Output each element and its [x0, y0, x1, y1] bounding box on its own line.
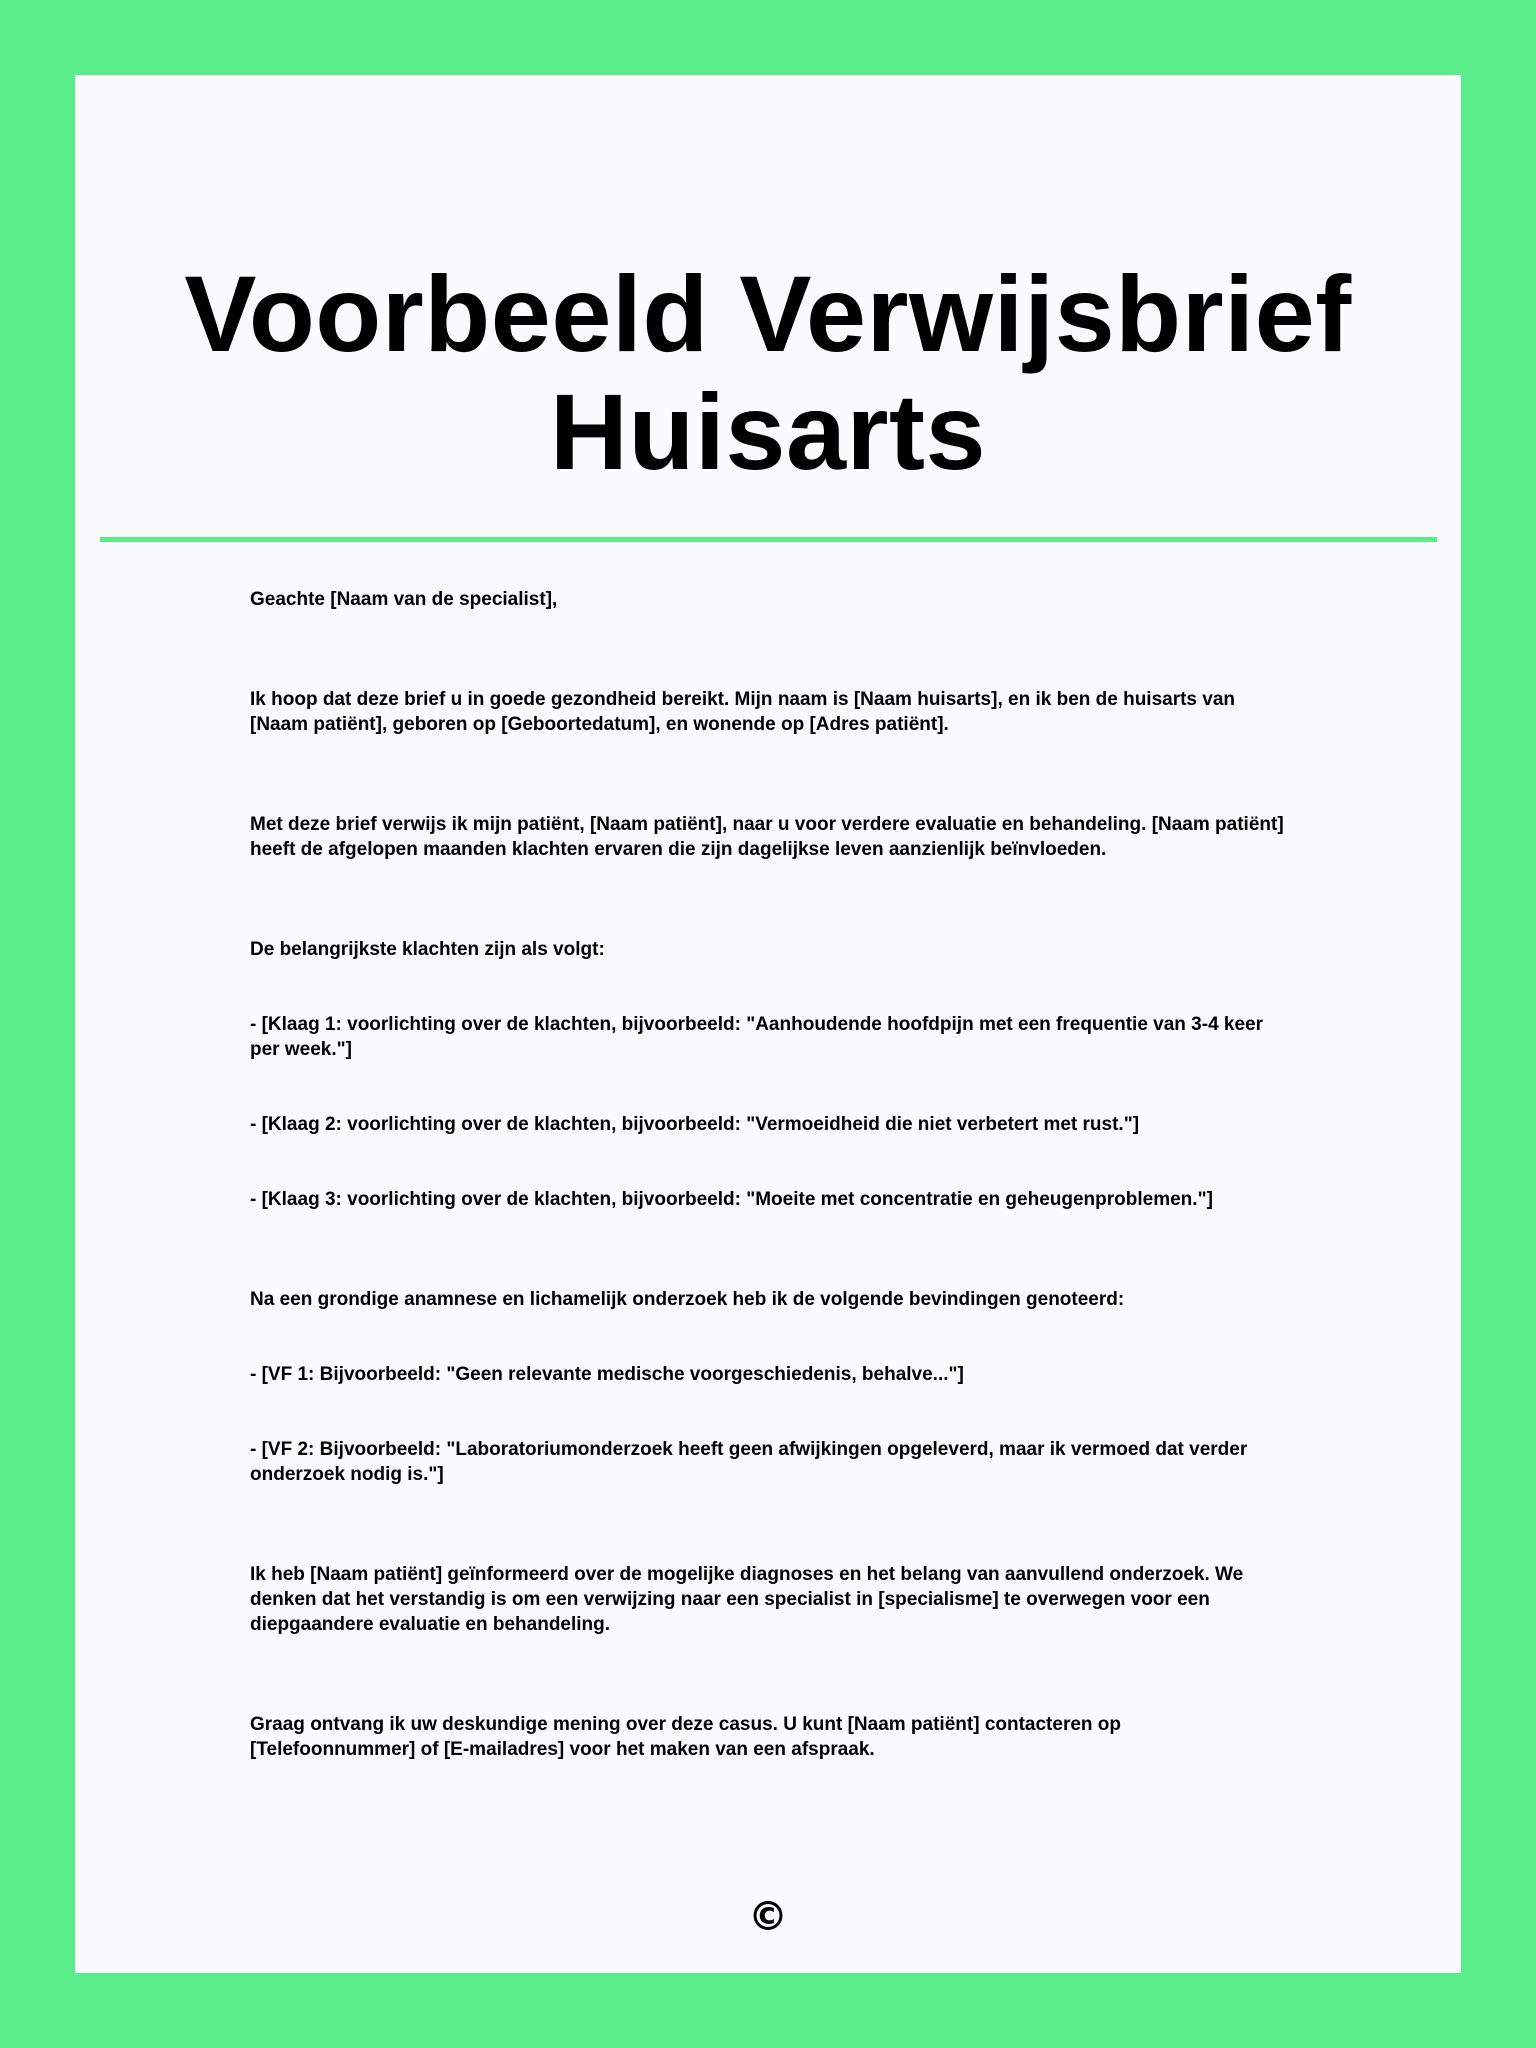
document-page: [75, 75, 1461, 1973]
title-line-2: Huisarts: [549, 371, 987, 492]
title-divider: [100, 537, 1437, 542]
complaint-item-2: - [Klaag 2: voorlichting over de klachten, bijvoorbeeld: "Vermoeidheid die niet verbetert met rust."]: [250, 1114, 1140, 1135]
complaint-item-3: - [Klaag 3: voorlichting over de klachten, bijvoorbeeld: "Moeite met concentratie en geheugenproblemen."]: [250, 1189, 1213, 1210]
complaint-item-1: - [Klaag 1: voorlichting over de klachten, bijvoorbeeld: "Aanhoudende hoofdpijn met een frequentie van 3-4 keer per week."]: [250, 1014, 1264, 1060]
finding-item-2: - [VF 2: Bijvoorbeeld: "Laboratoriumonderzoek heeft geen afwijkingen opgeleverd, maar ik vermoed dat verder onderzoek nodig is."]: [250, 1439, 1248, 1485]
title-line-1: Voorbeeld Verwijsbrief: [184, 253, 1352, 374]
letter-body: [250, 587, 1290, 1762]
copyright-icon: ©: [748, 1894, 788, 1940]
intro-paragraph: Ik hoop dat deze brief u in goede gezondheid bereikt. Mijn naam is [Naam huisarts], en ik ben de huisarts van [Naam patiënt], geboren op [Geboortedatum], en wonende op [Adres patiënt].: [250, 689, 1236, 735]
salutation: Geachte [Naam van de specialist],: [250, 589, 558, 610]
complaints-heading: De belangrijkste klachten zijn als volgt:: [250, 939, 605, 960]
page-title: [75, 255, 1461, 491]
findings-heading: Na een grondige anamnese en lichamelijk onderzoek heb ik de volgende bevindingen genoteerd:: [250, 1289, 1125, 1310]
diagnosis-paragraph: Ik heb [Naam patiënt] geïnformeerd over de mogelijke diagnoses en het belang van aanvullend onderzoek. We denken dat het verstandig is om een verwijzing naar een specialist in [specialisme] te overwegen voor een diepgaandere evaluatie en behandeling.: [250, 1564, 1244, 1635]
finding-item-1: - [VF 1: Bijvoorbeeld: "Geen relevante medische voorgeschiedenis, behalve..."]: [250, 1364, 964, 1385]
closing-paragraph: Graag ontvang ik uw deskundige mening over deze casus. U kunt [Naam patiënt] contacteren op [Telefoonnummer] of [E-mailadres] voor het maken van een afspraak.: [250, 1714, 1122, 1760]
referral-paragraph: Met deze brief verwijs ik mijn patiënt, [Naam patiënt], naar u voor verdere evaluatie en behandeling. [Naam patiënt] heeft de afgelopen maanden klachten ervaren die zijn dagelijkse leven aanzienlijk beïnvloeden.: [250, 814, 1284, 860]
